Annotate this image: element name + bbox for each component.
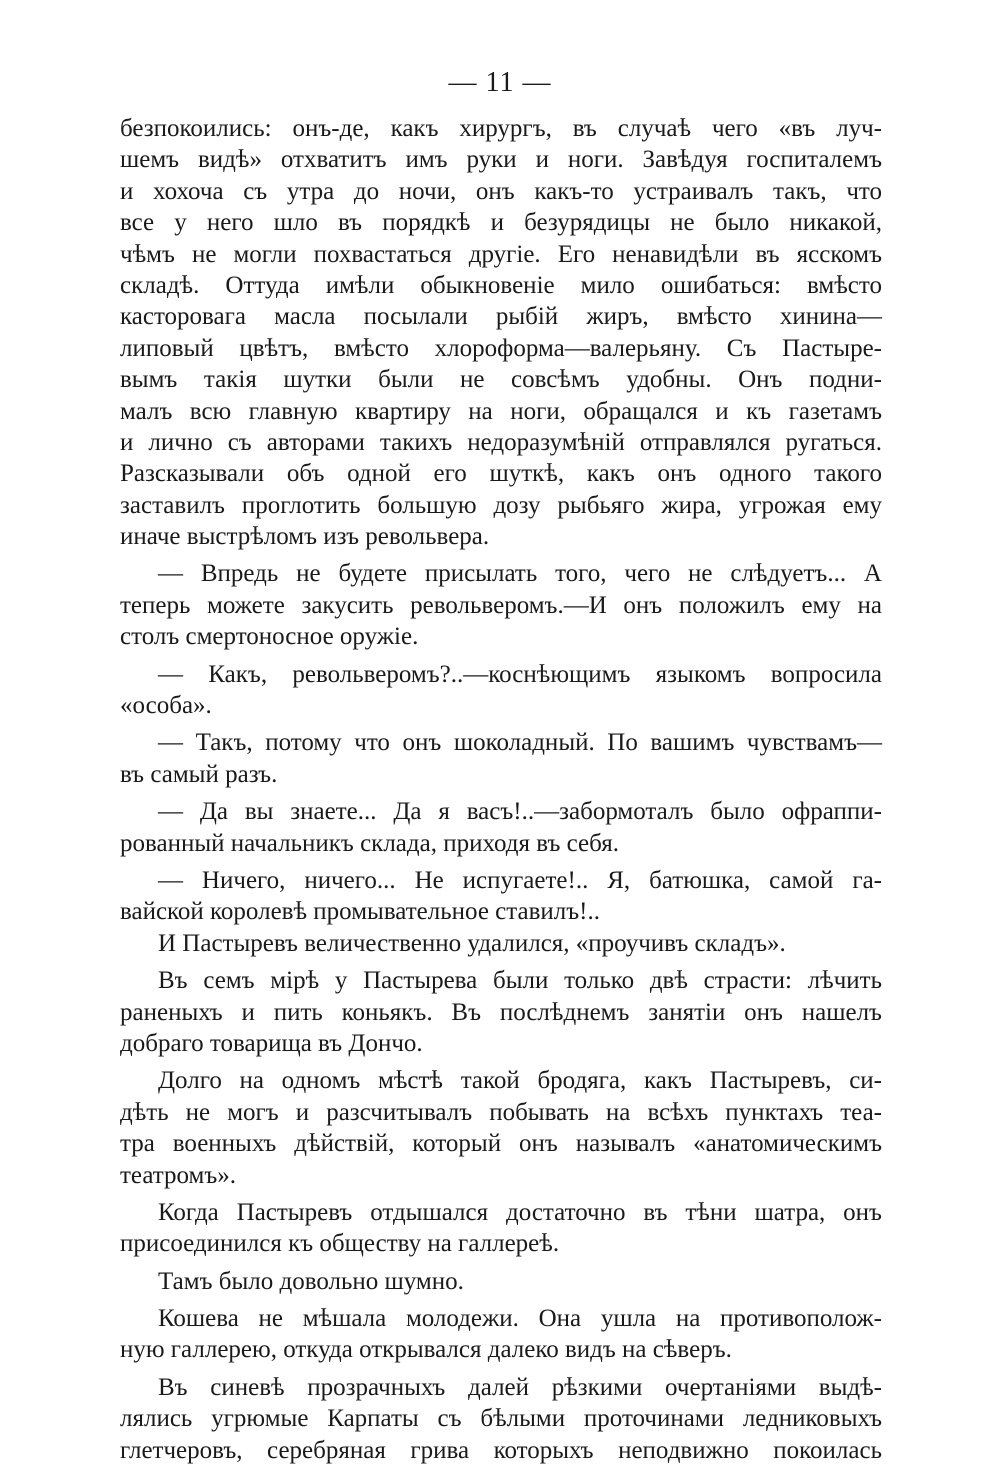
page-number: — 11 —	[448, 67, 552, 98]
text-line: ную галлерею, откуда открывался далеко видъ на сѣверъ.	[120, 1336, 732, 1364]
text-line: теперь можете закусить револьверомъ.—И онъ положилъ ему на	[120, 591, 882, 619]
text-line: и лично съ авторами такихъ недоразумѣній отправлялся ругаться.	[120, 428, 882, 456]
text-line: раненыхъ и пить коньякъ. Въ послѣднемъ занятіи онъ нашелъ	[120, 998, 882, 1026]
text-line: — Да вы знаете... Да я васъ!..—забормоталъ было офраппи-	[158, 798, 882, 826]
text-line: Тамъ было довольно шумно.	[158, 1267, 464, 1295]
text-line: малъ всю главную квартиру на ноги, обращался и къ газетамъ	[120, 397, 882, 425]
text-line: Разсказывали объ одной его шуткѣ, какъ онъ одного такого	[120, 460, 882, 488]
text-line: тра военныхъ дѣйствій, который онъ называлъ «анатомическимъ	[120, 1130, 882, 1158]
text-line: Долго на одномъ мѣстѣ такой бродяга, какъ Пастыревъ, си-	[158, 1067, 882, 1095]
text-line: безпокоились: онъ-де, какъ хирургъ, въ случаѣ чего «въ луч-	[120, 115, 882, 142]
text-line: — Впредь не будете присылать того, чего не слѣдуетъ... А	[158, 560, 882, 588]
text-line: заставилъ проглотить большую дозу рыбьяго жира, угрожая ему	[120, 491, 882, 519]
text-line: Въ синевѣ прозрачныхъ далей рѣзкими очертаніями выдѣ-	[158, 1373, 882, 1401]
text-line: глетчеровъ, серебряная грива которыхъ неподвижно покоилась	[120, 1436, 882, 1464]
text-line: Кошева не мѣшала молодежи. Она ушла на противополож-	[158, 1305, 882, 1333]
text-line: вайской королевѣ промывательное ставилъ!..	[120, 898, 601, 926]
text-line: Въ семъ мірѣ у Пастырева были только двѣ страсти: лѣчить	[158, 967, 882, 995]
text-line: театромъ».	[120, 1161, 237, 1189]
text-line: шемъ видѣ» отхватитъ имъ руки и ноги. Завѣдуя госпиталемъ	[120, 146, 882, 174]
text-line: — Какъ, револьверомъ?..—коснѣющимъ языкомъ вопросила	[158, 660, 882, 688]
text-line: столъ смертоносное оружіе.	[120, 623, 419, 651]
text-line: иначе выстрѣломъ изъ револьвера.	[120, 523, 490, 551]
text-line: И Пастыревъ величественно удалился, «проучивъ складъ».	[158, 929, 786, 957]
text-line: и хохоча съ утра до ночи, онъ какъ-то устраивалъ такъ, что	[120, 177, 882, 205]
text-line: — Такъ, потому что онъ шоколадный. По вашимъ чувствамъ—	[158, 729, 882, 757]
text-line: дѣть не могъ и разсчитывалъ побывать на всѣхъ пунктахъ теа-	[120, 1098, 882, 1126]
text-line: «особа».	[120, 692, 212, 720]
text-line: Когда Пастыревъ отдышался достаточно въ тѣни шатра, онъ	[158, 1198, 882, 1226]
text-line: добраго товарища въ Дончо.	[120, 1029, 423, 1057]
text-line: — Ничего, ничего... Не испугаете!.. Я, батюшка, самой га-	[158, 866, 882, 894]
text-line: присоединился къ обществу на галлереѣ.	[120, 1230, 560, 1258]
text-line: чѣмъ не могли похвастаться другіе. Его ненавидѣли въ ясскомъ	[120, 240, 882, 268]
text-line: складѣ. Оттуда имѣли обыкновеніе мило ошибаться: вмѣсто	[120, 271, 882, 299]
text-line: все у него шло въ порядкѣ и безурядицы не было никакой,	[120, 209, 882, 237]
text-line: касторовага масла посылали рыбій жиръ, вмѣсто хинина—	[120, 303, 882, 331]
text-line: лялись угрюмые Карпаты съ бѣлыми проточинами ледниковыхъ	[120, 1405, 882, 1433]
text-line: вымъ такія шутки были не совсѣмъ удобны. Онъ подни-	[120, 366, 882, 394]
text-line: въ самый разъ.	[120, 760, 278, 788]
text-line: рованный начальникъ склада, приходя въ себя.	[120, 829, 619, 857]
text-line: липовый цвѣтъ, вмѣсто хлороформа—валерьяну. Съ Пастыре-	[120, 334, 882, 362]
text-body	[120, 113, 882, 1466]
